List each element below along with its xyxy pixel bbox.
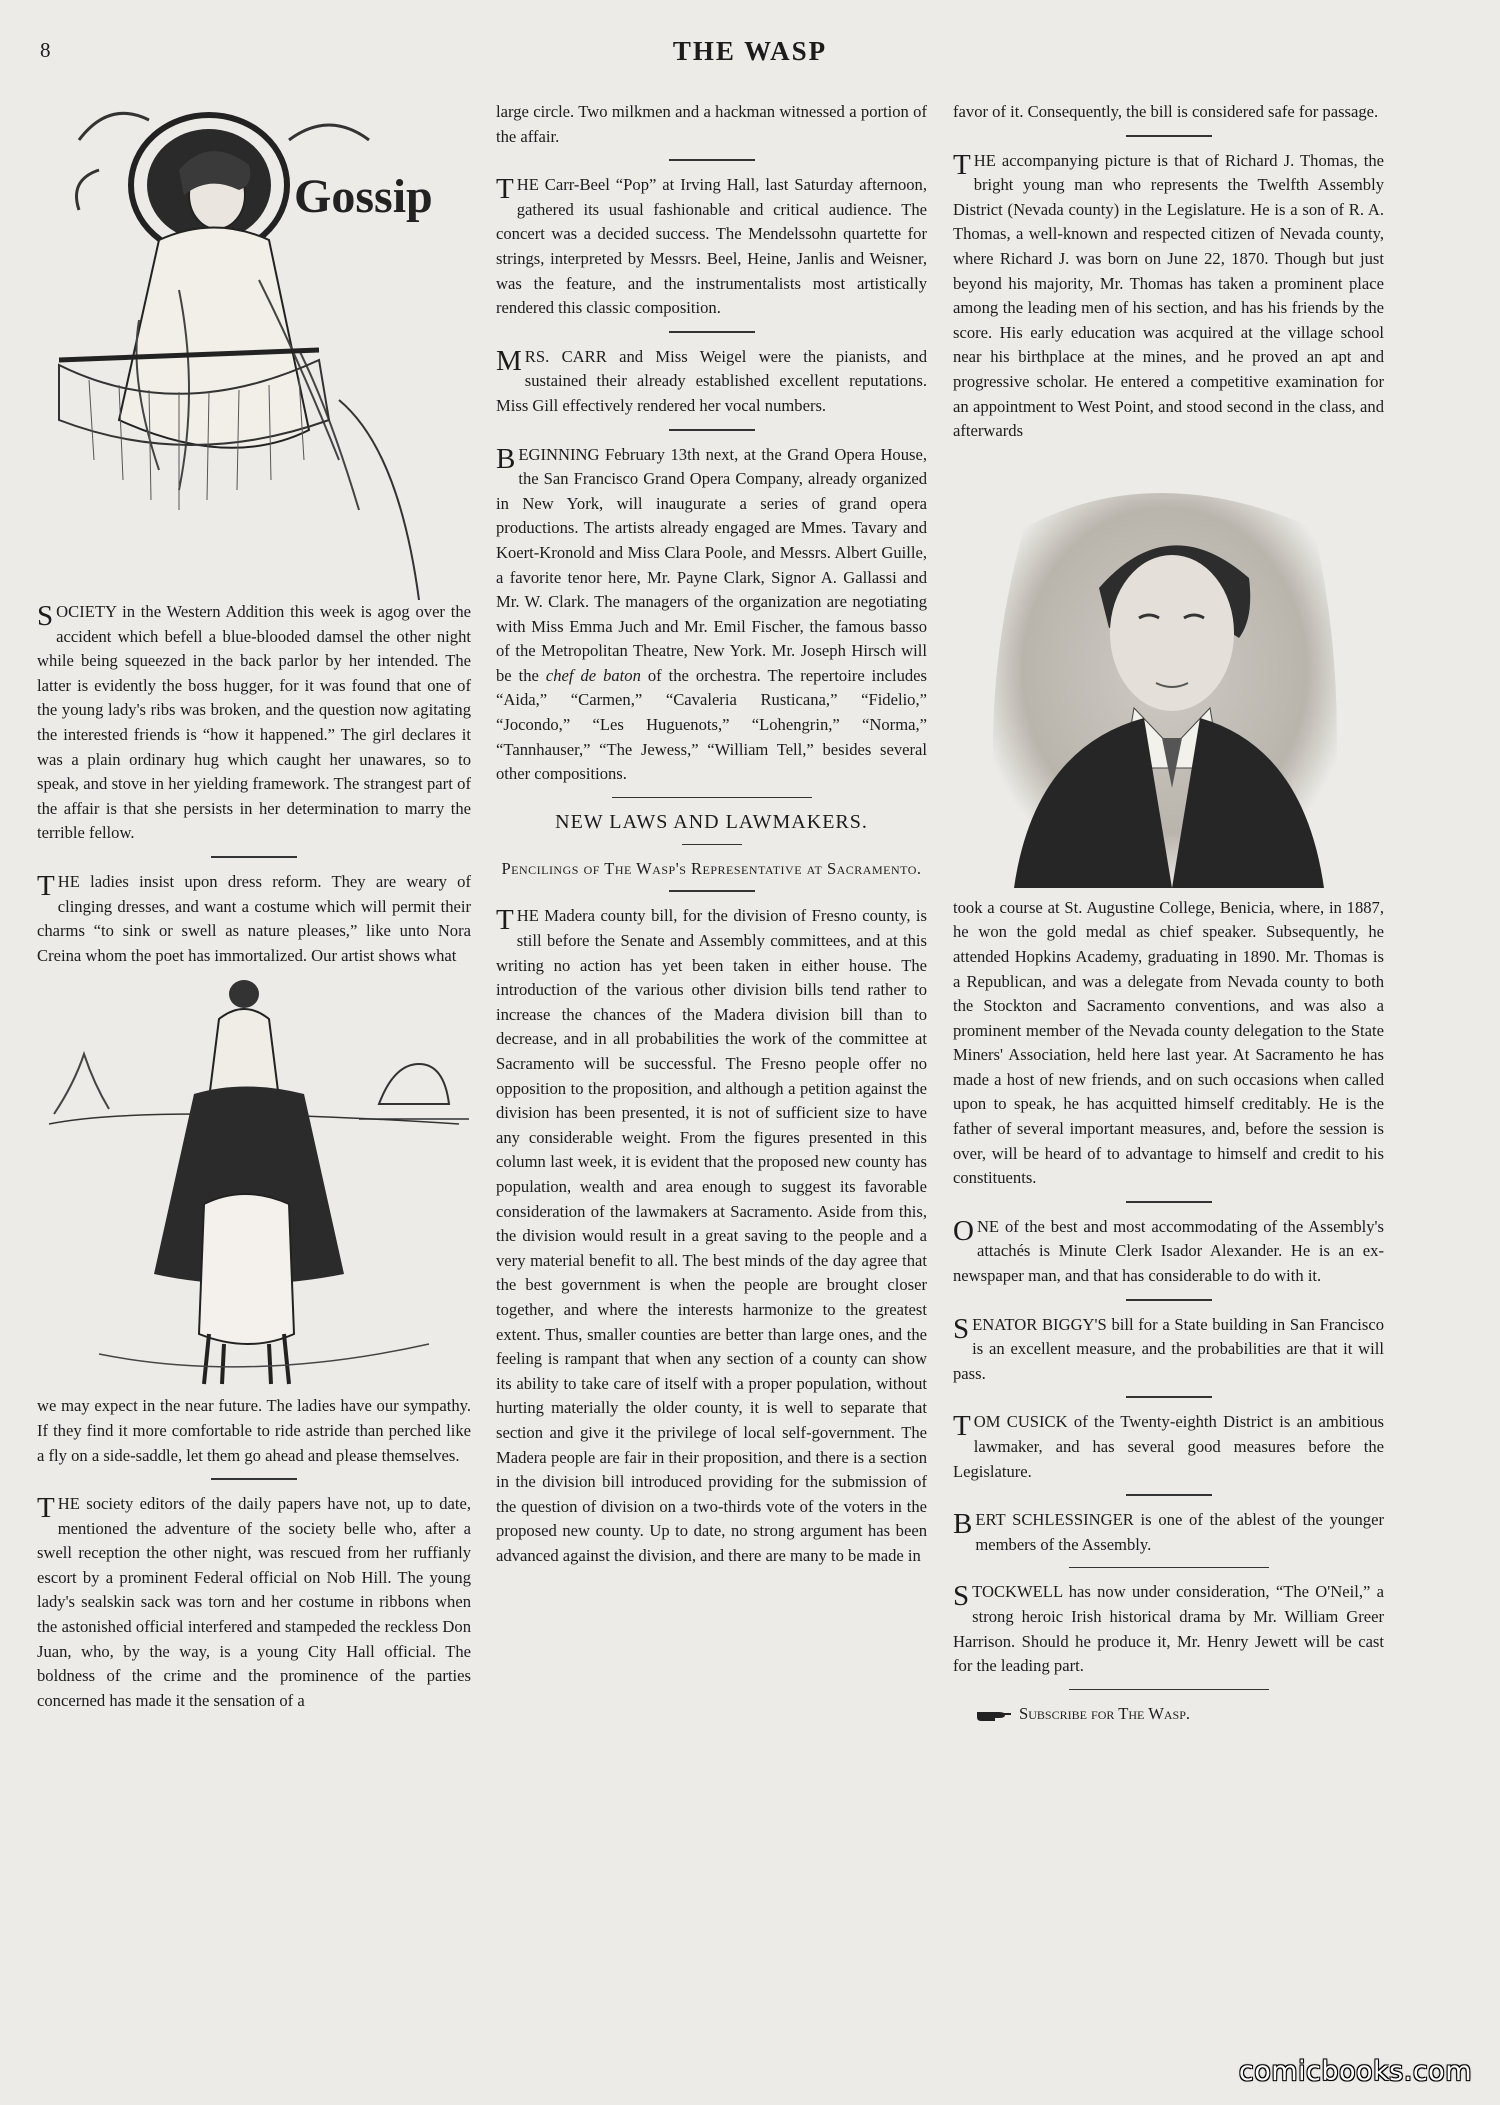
- subscribe-notice: Subscribe for The Wasp.: [953, 1702, 1384, 1727]
- paragraph: BEGINNING February 13th next, at the Grand Opera House, the San Francisco Grand Opera Company, already organized in New York, will inaugurate a series of grand opera productions. The artists already engaged are Mmes. Tavary and Koert-Kronold and Miss Clara Poole, and Messrs. Albert Guille, a favorite tenor here, Mr. Payne Clark, Signor A. Gallassi and Mr. W. Clark. The managers of the organization are negotiating with Miss Emma Juch and Mr. Emil Fischer, the famous basso of the Metropolitan Theatre, New York. Mr. Joseph Hirsch will be the chef de baton of the orchestra. The repertoire includes “Aida,” “Carmen,” “Cavaleria Rusticana,” “Fidelio,” “Jocondo,” “Les Huguenots,” “Lohengrin,” “Norma,” “Tannhauser,” “The Jewess,” “William Tell,” besides several other compositions.: [496, 442, 927, 784]
- section-subtitle: Pencilings of The Wasp's Representative at Sacramento.: [501, 859, 922, 879]
- separator: [682, 844, 742, 845]
- paragraph: THE Madera county bill, for the division of Fresno county, is still before the Senate and Assembly committees, and at this writing no action has yet been taken in either house. The introduction of the various other division bills tend rather to increase the chances of the Madera division bill than to decrease, and in all probabilities the work of the committee at Sacramento will be successful. The Fresno people offer no opposition to the proposition, and although a petition against the division has been presented, it is not of sufficient size to have any considerable weight. From the figures presented in this column last week, it is evident that the proposed new county has population, wealth and area enough to suggest its favorable consideration of the lawmakers at Sacramento. Aside from this, the division would result in a great saving to the people and a very material benefit to all. The best minds of the day agree that the best government is when the people are brought closer together, and where the interests harmonize to the greatest extent. Thus, smaller counties are better than large ones, and the feeling is rampant that when any section of a county can show its ability to take care of itself with a proper population, without hurting materially the older county, it is well to separate that section and give it the privilege of local self-government. The Madera people are fair in their proposition, and there is a section in the division bill introduced providing for the submission of the question of division on a two-thirds vote of the voters in the proposed new county. Up to date, no strong argument has been advanced against the division, and there are many to be made in: [496, 904, 927, 1565]
- separator: [612, 797, 812, 798]
- paragraph: we may expect in the near future. The ladies have our sympathy. If they find it more comfortable to ride astride than perched like a fly on a side-saddle, let them go ahead and please themselves.: [37, 1396, 471, 1465]
- paragraph: TOM CUSICK of the Twenty-eighth District is an ambitious lawmaker, and has several good measures before the Legislature.: [953, 1410, 1384, 1481]
- separator: [1126, 1494, 1212, 1496]
- paragraph: THE accompanying picture is that of Richard J. Thomas, the bright young man who represents the Twelfth Assembly District (Nevada county) in the Legislature. He is a son of R. A. Thomas, a well-known and respected citizen of Nevada county, where Richard J. was born on June 22, 1870. Though but just beyond his majority, Mr. Thomas has taken a prominent place among the leading men of his section, and has his friends by the score. His early education was acquired at the village school near his birthplace at the mines, and he proved an apt and progressive scholar. He entered a competitive examination for an appointment to West Point, and stood second in the class, and afterwards: [953, 148, 1384, 441]
- horse-rider-illustration: [39, 974, 469, 1394]
- page-number: 8: [40, 38, 51, 62]
- paragraph: ONE of the best and most accommodating of the Assembly's attachés is Minute Clerk Isador Alexander. He is an ex-newspaper man, and that has considerable to do with it.: [953, 1214, 1384, 1286]
- paragraph: took a course at St. Augustine College, Benicia, where, in 1887, he won the gold medal as chief speaker. Subsequently, he attended Hopkins Academy, graduating in 1890. Mr. Thomas is a Republican, and was a delegate from Nevada county to both the Stockton and Sacramento conventions, and was also a prominent member of the Nevada county delegation to the State Miners' Association, held here last year. At Sacramento he has made a host of new friends, and on such occasions when called upon to speak, he has acquitted himself creditably. He is the father of several important measures, and, before the session is over, will be heard of to advantage to himself and credit to his constituents.: [953, 897, 1384, 1188]
- separator: [1069, 1567, 1269, 1568]
- paragraph: SENATOR BIGGY'S bill for a State building in San Francisco is an excellent measure, and the probabilities are that it will pass.: [953, 1312, 1384, 1383]
- separator: [1069, 1689, 1269, 1690]
- separator: [1126, 1396, 1212, 1398]
- separator: [211, 1478, 297, 1480]
- separator: [669, 159, 755, 161]
- paragraph: large circle. Two milkmen and a hackman witnessed a portion of the affair.: [496, 102, 927, 146]
- paragraph: SOCIETY in the Western Addition this week is agog over the accident which befell a blue-blooded damsel the other night while being squeezed in the back parlor by her intended. The latter is evidently the boss hugger, for it was found that one of the young lady's ribs was broken, and the question now agitating the interested friends is “how it happened.” The girl declares it was a plain ordinary hug which caught her unawares, so to speak, and stove in her yielding framework. The strangest part of the affair is that she persists in her determination to marry the terrible fellow.: [37, 600, 471, 843]
- separator: [1126, 1299, 1212, 1301]
- column-1: [37, 100, 471, 1719]
- paragraph: MRS. CARR and Miss Weigel were the pianists, and sustained their already established excellent reputations. Miss Gill effectively rendered her vocal numbers.: [496, 344, 927, 415]
- separator: [1126, 1201, 1212, 1203]
- page-title: THE WASP: [672, 36, 828, 66]
- column-2: [496, 100, 927, 1574]
- separator: [669, 331, 755, 333]
- column-3: [953, 100, 1384, 1732]
- paragraph: THE society editors of the daily papers have not, up to date, mentioned the adventure of the society belle who, after a swell reception the other night, was rescued from her ruffianly escort by a prominent Federal official on Nob Hill. The young lady's sealskin sack was torn and her costume in ribbons when the astonished official interfered and stampeded the reckless Don Juan, who, by the way, is a young City Hall official. The boldness of the crime and the prominence of the parties concerned has made it the sensation of a: [37, 1492, 471, 1710]
- paragraph: favor of it. Consequently, the bill is considered safe for passage.: [953, 102, 1379, 121]
- gossip-illustration: [39, 100, 469, 600]
- paragraph: STOCKWELL has now under consideration, “The O'Neil,” a strong heroic Irish historical drama by Mr. William Greer Harrison. Should he produce it, Mr. Henry Jewett will be cast for the leading part.: [953, 1580, 1384, 1676]
- gossip-title: Gossip: [294, 170, 433, 223]
- portrait-photo: [984, 468, 1354, 888]
- separator: [669, 890, 755, 892]
- pointing-hand-icon: [975, 1708, 1013, 1722]
- watermark: comicbooks.com: [1238, 2056, 1472, 2087]
- separator: [1126, 135, 1212, 137]
- separator: [211, 856, 297, 858]
- paragraph: BERT SCHLESSINGER is one of the ablest of the younger members of the Assembly.: [953, 1508, 1384, 1554]
- section-title: NEW LAWS AND LAWMAKERS.: [555, 810, 868, 833]
- separator: [669, 429, 755, 431]
- paragraph: THE ladies insist upon dress reform. They are weary of clinging dresses, and want a costume which will permit their charms “to sink or swell as nature pleases,” like unto Nora Creina whom the poet has immortalized. Our artist shows what: [37, 869, 471, 965]
- paragraph: THE Carr-Beel “Pop” at Irving Hall, last Saturday afternoon, gathered its usual fashionable and critical audience. The concert was a decided success. The Mendelssohn quartette for strings, interpreted by Messrs. Beel, Heine, Janlis and Weisner, was the feature, and the instrumentalists most artistically rendered this classic composition.: [496, 173, 927, 318]
